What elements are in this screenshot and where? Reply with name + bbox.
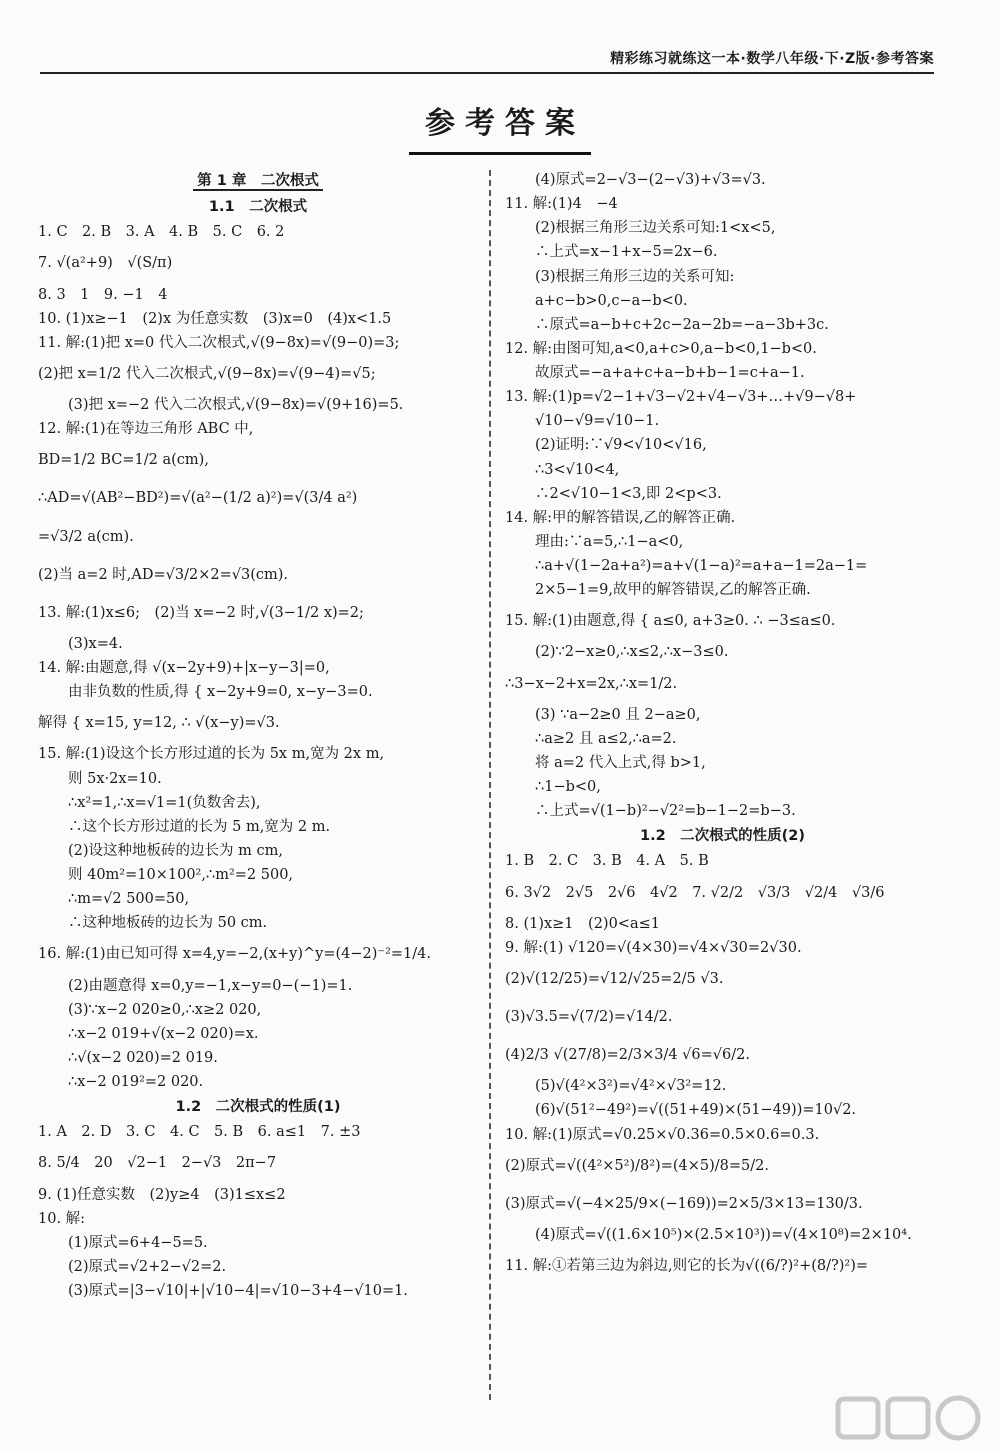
answer-line: 11. 解:①若第三边为斜边,则它的长为√((6/?)²+(8/?)²)= (505, 1258, 869, 1274)
answer-line: 11. 解:(1)4 −4 (505, 196, 618, 213)
answer-line: a+c−b>0,c−a−b<0. (535, 292, 688, 309)
answer-line: (3)∵x−2 020≥0,∴x≥2 020, (68, 1001, 262, 1018)
section-heading: 1.1 二次根式 (208, 199, 308, 216)
right-column (505, 168, 940, 1285)
answer-line: 14. 解:由题意,得 √(x−2y+9)+|x−y−3|=0, (38, 660, 330, 676)
answer-line: ∴x²=1,∴x=√1=1(负数舍去), (68, 794, 261, 811)
answer-line: 12. 解:由图可知,a<0,a+c>0,a−b<0,1−b<0. (505, 340, 817, 357)
answer-line: ∴上式=x−1+x−5=2x−6. (535, 244, 718, 261)
answer-line: (4)原式=√((1.6×10⁵)×(2.5×10³))=√(4×10⁸)=2×10⁴. (535, 1226, 912, 1243)
answer-line: 13. 解:(1)p=√2−1+√3−√2+√4−√3+…+√9−√8+ (505, 389, 857, 406)
answer-line: ∴a≥2 且 a≤2,∴a=2. (535, 730, 677, 747)
answer-line: 11. 解:(1)把 x=0 代入二次根式,√(9−8x)=√(9−0)=3; (38, 334, 400, 351)
answer-line: 7. √(a²+9) √(S/π) (38, 255, 173, 272)
answer-line: 8. 3 1 9. −1 4 (38, 286, 168, 303)
answer-line: (4)原式=2−√3−(2−√3)+√3=√3. (535, 172, 766, 188)
answer-line: (2)∵2−x≥0,∴x≤2,∴x−3≤0. (535, 644, 729, 661)
answer-line: 10. 解: (38, 1210, 86, 1227)
answer-line: ∴m=√2 500=50, (68, 891, 190, 908)
answer-line: (3)x=4. (68, 635, 123, 652)
answer-line: 将 a=2 代入上式,得 b>1, (535, 754, 706, 771)
answer-line: ∴这种地板砖的边长为 50 cm. (68, 915, 268, 932)
answer-line: 由非负数的性质,得 { x−2y+9=0, x−y−3=0. (68, 684, 373, 701)
answer-line: ∴2<√10−1<3,即 2<p<3. (535, 485, 722, 502)
answer-line: 15. 解:(1)设这个长方形过道的长为 5x m,宽为 2x m, (38, 746, 385, 763)
left-column (38, 168, 478, 1303)
answer-line: √10−√9=√10−1. (535, 413, 660, 430)
chapter-heading (38, 168, 478, 194)
answer-line: ∴3−x−2+x=2x,∴x=1/2. (505, 675, 678, 692)
answer-line: 理由:∵a=5,∴1−a<0, (535, 533, 684, 550)
answer-line: 14. 解:甲的解答错误,乙的解答正确. (505, 509, 736, 526)
answer-line: 8. 5/4 20 √2−1 2−√3 2π−7 (38, 1155, 277, 1172)
answer-line: (3)原式=|3−√10|+|√10−4|=√10−3+4−√10=1. (68, 1283, 408, 1299)
answer-line: (3)√3.5=√(7/2)=√14/2. (505, 1009, 673, 1025)
answer-line: ∴原式=a−b+c+2c−2a−2b=−a−3b+3c. (535, 316, 829, 333)
answer-line: 2×5−1=9,故甲的解答错误,乙的解答正确. (535, 582, 811, 599)
answer-line: =√3/2 a(cm). (38, 528, 134, 545)
section-heading: 1.2 二次根式的性质(1) (175, 1099, 341, 1116)
answer-line: ∴1−b<0, (535, 779, 601, 795)
answer-line: 6. 3√2 2√5 2√6 4√2 7. √2/2 √3/3 √2/4 √3/6 (505, 884, 885, 901)
answer-line: 1. B 2. C 3. B 4. A 5. B (505, 853, 709, 870)
answer-line: ∴√(x−2 020)=2 019. (68, 1049, 218, 1066)
answer-line: (2)把 x=1/2 代入二次根式,√(9−8x)=√(9−4)=√5; (38, 365, 376, 382)
answer-line: 1. C 2. B 3. A 4. B 5. C 6. 2 (38, 224, 285, 241)
answer-line: ∴a+√(1−2a+a²)=a+√(1−a)²=a+a−1=2a−1= (535, 558, 868, 574)
answer-line: 8. (1)x≥1 (2)0<a≤1 (505, 915, 660, 932)
answer-line: (1)原式=6+4−5=5. (68, 1234, 208, 1251)
answer-line: ∴AD=√(AB²−BD²)=√(a²−(1/2 a)²)=√(3/4 a²) (38, 490, 358, 507)
answer-line: BD=1/2 BC=1/2 a(cm), (38, 452, 209, 469)
answer-line: ∴这个长方形过道的长为 5 m,宽为 2 m. (68, 818, 331, 835)
answer-line: 13. 解:(1)x≤6; (2)当 x=−2 时,√(3−1/2 x)=2; (38, 604, 364, 621)
answer-line: (3)根据三角形三边的关系可知: (535, 268, 735, 285)
answer-line: (2)根据三角形三边关系可知:1<x<5, (535, 220, 776, 237)
answer-line: 15. 解:(1)由题意,得 { a≤0, a+3≥0. ∴ −3≤a≤0. (505, 613, 836, 630)
answer-line: (2)原式=√2+2−√2=2. (68, 1258, 227, 1275)
answer-line: ∴x−2 019+√(x−2 020)=x. (68, 1025, 259, 1042)
answer-line: (2)设这种地板砖的边长为 m cm, (68, 842, 283, 859)
answer-line: 12. 解:(1)在等边三角形 ABC 中, (38, 421, 254, 438)
answer-line: (6)√(51²−49²)=√((51+49)×(51−49))=10√2. (535, 1102, 857, 1119)
column-divider (489, 170, 491, 1400)
answer-line: (2)√(12/25)=√12/√25=2/5 √3. (505, 970, 724, 987)
header-text: 精彩练习就练这一本·数学八年级·下·Z版·参考答案 (610, 51, 934, 67)
answer-line: 则 5x·2x=10. (68, 770, 162, 787)
section-heading: 1.2 二次根式的性质(2) (639, 828, 806, 845)
answer-line: 故原式=−a+a+c+a−b+b−1=c+a−1. (535, 365, 805, 381)
answer-line: 9. (1)任意实数 (2)y≥4 (3)1≤x≤2 (38, 1186, 286, 1203)
answer-line: 则 40m²=10×100²,∴m²=2 500, (68, 867, 294, 883)
answer-line: (2)证明:∵√9<√10<√16, (535, 437, 707, 454)
answer-line: 9. 解:(1) √120=√(4×30)=√4×√30=2√30. (505, 939, 802, 956)
answer-line: 1. A 2. D 3. C 4. C 5. B 6. a≤1 7. ±3 (38, 1124, 361, 1141)
answer-line: (2)由题意得 x=0,y=−1,x−y=0−(−1)=1. (68, 977, 353, 994)
answer-line: (2)当 a=2 时,AD=√3/2×2=√3(cm). (38, 566, 288, 583)
answer-line: (3) ∵a−2≥0 且 2−a≥0, (535, 706, 701, 723)
page-title-text: 参考答案 (409, 98, 591, 155)
answer-line: 10. (1)x≥−1 (2)x 为任意实数 (3)x=0 (4)x<1.5 (38, 310, 392, 327)
answer-line: (3)原式=√(−4×25/9×(−169))=2×5/3×13=130/3. (505, 1195, 863, 1212)
answer-line: (4)2/3 √(27/8)=2/3×3/4 √6=√6/2. (505, 1047, 750, 1064)
answer-line: 16. 解:(1)由已知可得 x=4,y=−2,(x+y)^y=(4−2)⁻²=1/4. (38, 946, 431, 963)
answer-line: (3)把 x=−2 代入二次根式,√(9−8x)=√(9+16)=5. (68, 397, 404, 413)
answer-line: ∴上式=√(1−b)²−√2²=b−1−2=b−3. (535, 803, 796, 820)
chapter-heading-text: 第 1 章 二次根式 (193, 173, 323, 191)
answer-line: (5)√(4²×3²)=√4²×√3²=12. (535, 1078, 727, 1095)
answer-line: ∴3<√10<4, (535, 461, 620, 478)
answer-line: (2)原式=√((4²×5²)/8²)=(4×5)/8=5/2. (505, 1157, 769, 1174)
page-header (40, 40, 934, 74)
page-title (0, 98, 1000, 155)
answer-line: 10. 解:(1)原式=√0.25×√0.36=0.5×0.6=0.3. (505, 1126, 820, 1143)
answer-line: 解得 { x=15, y=12, ∴ √(x−y)=√3. (38, 715, 280, 732)
answer-line: ∴x−2 019²=2 020. (68, 1074, 204, 1090)
watermark-logo (834, 1393, 984, 1443)
